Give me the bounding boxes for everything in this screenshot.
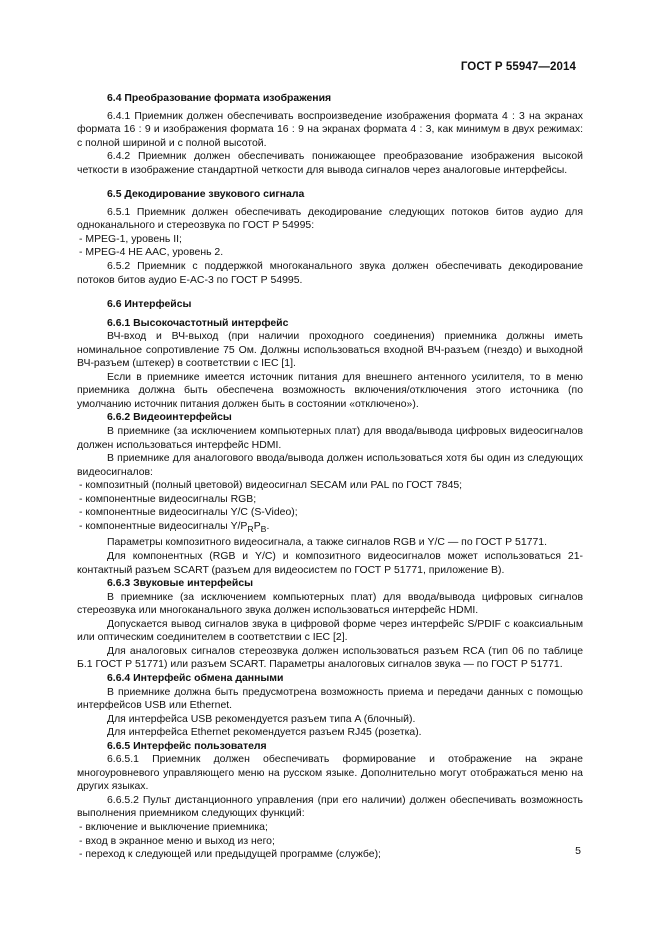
paragraph-6-5-2: 6.5.2 Приемник с поддержкой многоканального звука должен обеспечивать декодирование потоков битов аудио E-AC-3 по ГОСТ Р 54995. [77, 261, 583, 286]
paragraph: Для аналоговых сигналов стереозвука должен использоваться разъем RCA (тип 06 по таблице Б.1 ГОСТ Р 51771) или разъем SCART. Параметры аналоговых сигналов звука — по ГОСТ Р 51771. [77, 645, 583, 671]
subsection-heading-6-6-1: 6.6.1 Высокочастотный интерфейс [107, 317, 289, 329]
paragraph: Допускается вывод сигналов звука в цифровой форме через интерфейс S/PDIF с коаксиальным или оптическим соединителем в соответствии с IEC [2]. [77, 618, 583, 644]
paragraph: ВЧ-вход и ВЧ-выход (при наличии проходного соединения) приемника должны иметь номинальное сопротивление 75 Ом. Должны использоваться входной ВЧ-разъем (гнездо) и выходной ВЧ-разъем (штекер) в соответствии с IEC [1]. [77, 331, 583, 370]
list-item: - MPEG-4 HE AAC, уровень 2. [79, 247, 224, 259]
section-heading-6-4: 6.4 Преобразование формата изображения [107, 93, 332, 104]
list-item: - MPEG-1, уровень II; [79, 233, 182, 245]
paragraph: В приемнике (за исключением компьютерных плат) для ввода/вывода цифровых сигналов стереозвука или многоканального звука должен использоваться интерфейс HDMI. [77, 591, 583, 617]
document-code: ГОСТ Р 55947—2014 [460, 61, 576, 73]
list-item-text: P [253, 520, 261, 532]
list-item: - переход к следующей или предыдущей программе (службе); [79, 849, 381, 861]
subsection-heading-6-6-2: 6.6.2 Видеоинтерфейсы [107, 412, 232, 424]
section-heading-6-5: 6.5 Декодирование звукового сигнала [107, 189, 305, 201]
list-item: - включение и выключение приемника; [79, 821, 268, 833]
subscript-r: R [247, 523, 254, 534]
paragraph: Если в приемнике имеется источник питания для внешнего антенного усилителя, то в меню приемника должна быть обеспечена возможность включения/отключения этого источника (по умолчанию источник питания должен быть в состоянии «отключено»). [77, 371, 583, 410]
list-item-ypbpr [79, 520, 583, 537]
subsection-heading-6-6-5: 6.6.5 Интерфейс пользователя [107, 740, 267, 752]
paragraph: Параметры композитного видеосигнала, а также сигналов RGB и Y/C — по ГОСТ Р 51771. [107, 537, 547, 549]
paragraph: В приемнике должна быть предусмотрена возможность приема и передачи данных с помощью интерфейсов USB или Ethernet. [77, 686, 583, 712]
section-heading-6-6: 6.6 Интерфейсы [107, 299, 192, 311]
subscript-b: B [260, 523, 267, 534]
list-item-text: . [266, 520, 270, 532]
paragraph-6-5-1: 6.5.1 Приемник должен обеспечивать декодирование следующих потоков битов аудио для одноканального и стереозвука по ГОСТ Р 54995: [77, 206, 583, 232]
list-item: - композитный (полный цветовой) видеосигнал SECAM или PAL по ГОСТ 7845; [79, 480, 463, 492]
paragraph: Для интерфейса Ethernet рекомендуется разъем RJ45 (розетка). [107, 727, 422, 739]
paragraph: Для компонентных (RGB и Y/C) и композитного видеосигналов может использоваться 21-контактный разъем SCART (разъем для видеосистем по ГОСТ Р 51771, приложение В). [77, 551, 583, 576]
list-item-text: - компонентные видеосигналы Y/P [79, 520, 248, 532]
list-item: - вход в экранное меню и выход из него; [79, 835, 275, 847]
paragraph-6-4-1: 6.4.1 Приемник должен обеспечивать воспроизведение изображения формата 4 : 3 на экранах формата 16 : 9 и изображения формата 16 : 9 на экранах формата 4 : 3, как минимум в двух режимах: с полной шириной и с полной высотой. [77, 110, 583, 149]
list-item: - компонентные видеосигналы RGB; [79, 493, 257, 505]
subsection-heading-6-6-4: 6.6.4 Интерфейс обмена данными [107, 672, 284, 684]
paragraph-6-6-5-1: 6.6.5.1 Приемник должен обеспечивать формирование и отображение на экране многоуровневого управляющего меню на русском языке. Дополнительно могут отображаться меню на других языках. [77, 754, 583, 793]
subsection-heading-6-6-3: 6.6.3 Звуковые интерфейсы [107, 578, 254, 590]
paragraph-6-4-2: 6.4.2 Приемник должен обеспечивать понижающее преобразование изображения высокой четкости в изображение стандартной четкости для вывода сигналов через аналоговые интерфейсы. [77, 151, 583, 176]
paragraph: Для интерфейса USB рекомендуется разъем типа A (блочный). [107, 713, 416, 725]
paragraph-6-6-5-2: 6.6.5.2 Пульт дистанционного управления (при его наличии) должен обеспечивать возможность выполнения приемником следующих функций: [77, 794, 583, 820]
document-body [77, 92, 583, 862]
paragraph: В приемнике (за исключением компьютерных плат) для ввода/вывода цифровых видеосигналов должен использоваться интерфейс HDMI. [77, 426, 583, 451]
list-item: - компонентные видеосигналы Y/C (S-Video); [79, 507, 298, 519]
paragraph: В приемнике для аналогового ввода/вывода должен использоваться хотя бы один из следующих видеосигналов: [77, 453, 583, 478]
page-number: 5 [575, 845, 581, 857]
